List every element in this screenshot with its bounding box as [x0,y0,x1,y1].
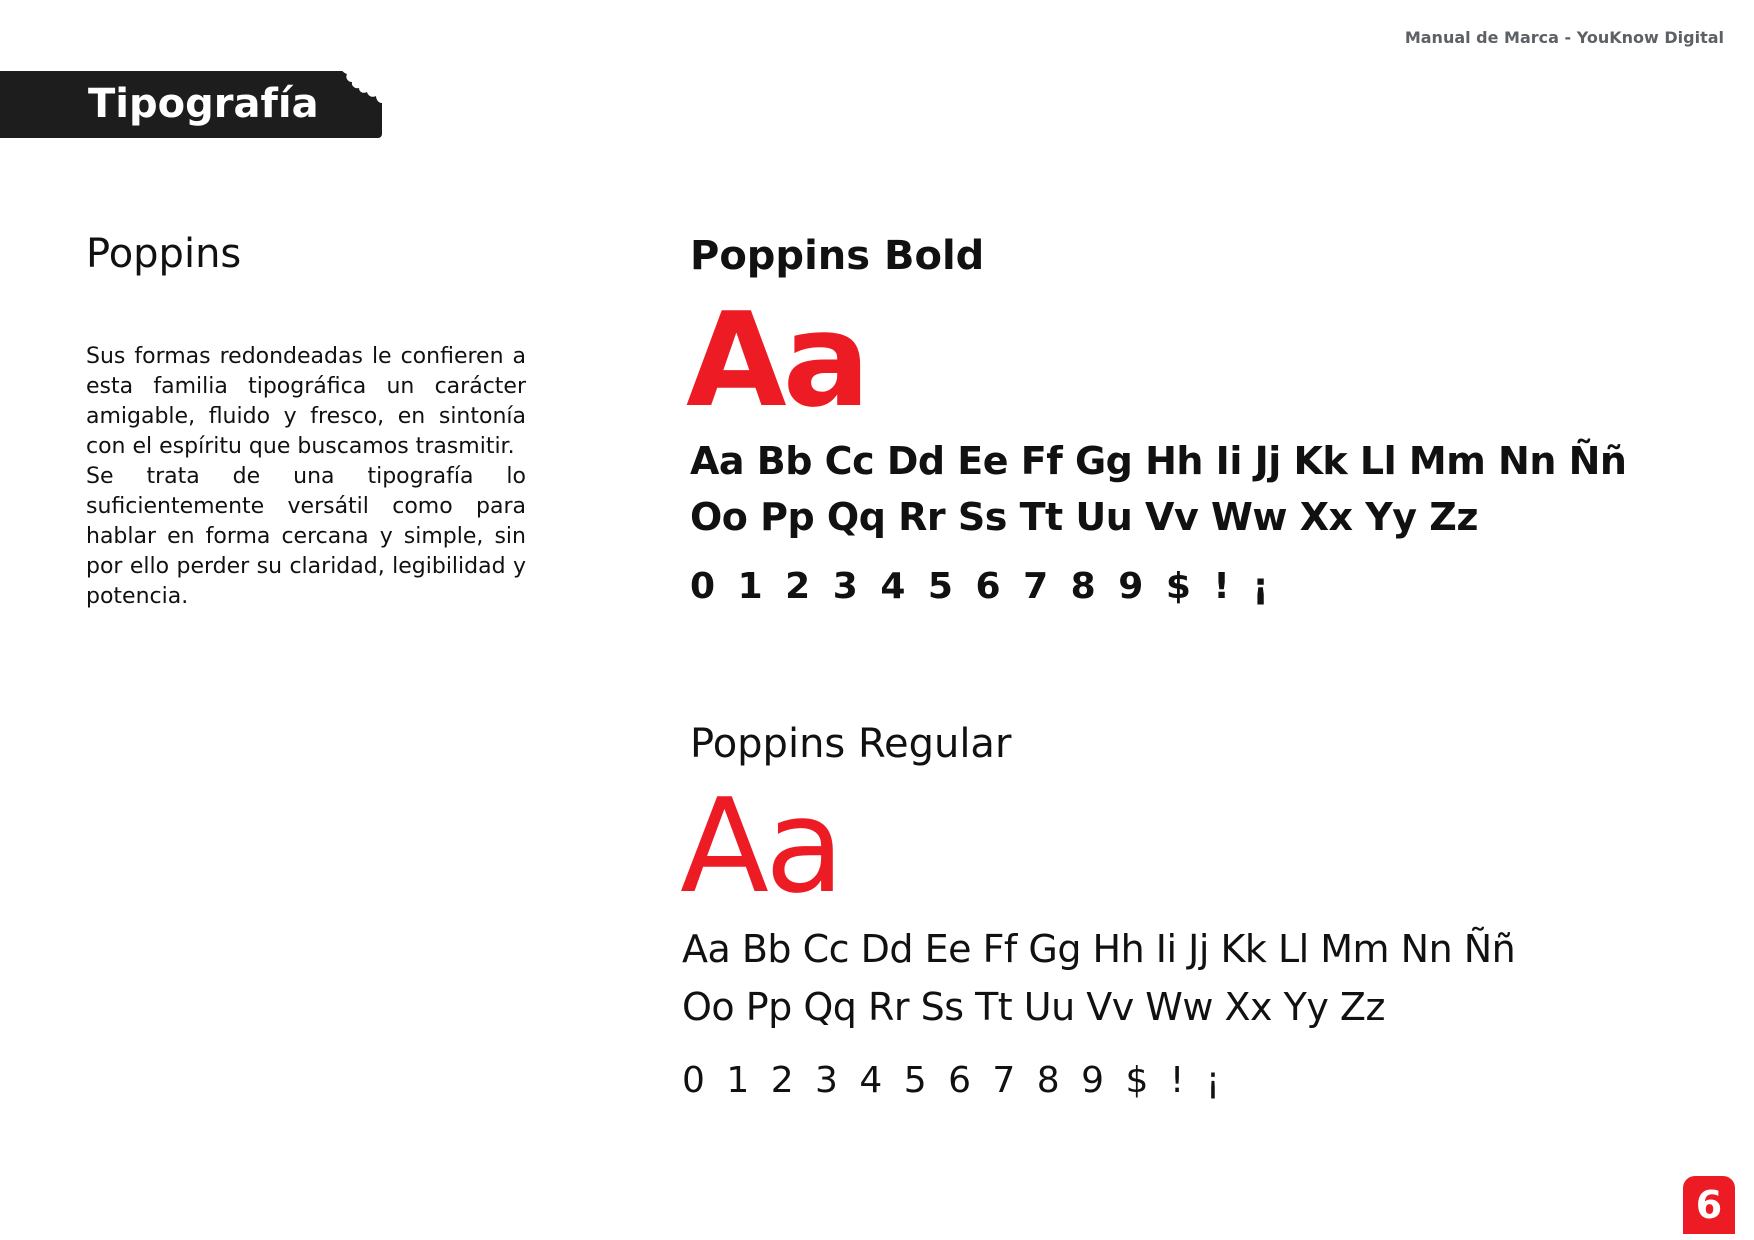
section-title: Tipografía [88,81,319,127]
specimen-bold-sample: Aa [686,284,867,436]
bite-mark-shape [338,69,382,103]
specimen-bold-numbers: 0 1 2 3 4 5 6 7 8 9 $ ! ¡ [690,566,1274,607]
specimen-regular-numbers: 0 1 2 3 4 5 6 7 8 9 $ ! ¡ [682,1060,1226,1101]
specimen-bold-alphabet-line-2: Oo Pp Qq Rr Ss Tt Uu Vv Ww Xx Yy Zz [690,495,1478,539]
specimen-regular-label: Poppins Regular [690,721,1012,767]
typeface-name: Poppins [86,231,242,277]
description-paragraph-2: Se trata de una tipografía lo suficientemente versátil como para hablar en forma cercana y simple, sin por ello perder su claridad, legibilidad y potencia. [86,464,526,609]
description-paragraph-1: Sus formas redondeadas le confieren a esta familia tipográfica un carácter amigable, fluido y fresco, en sintonía con el espíritu que buscamos trasmitir. [86,344,526,459]
specimen-regular [682,716,1515,1106]
specimen-bold-alphabet-line-1: Aa Bb Cc Dd Ee Ff Gg Hh Ii Jj Kk Ll Mm Nn Ññ [690,439,1627,483]
specimen-bold [686,228,1627,612]
specimen-bold-label: Poppins Bold [690,233,985,279]
specimen-regular-alphabet-line-2: Oo Pp Qq Rr Ss Tt Uu Vv Ww Xx Yy Zz [682,985,1385,1029]
typeface-description [86,342,526,612]
specimen-regular-alphabet-line-1: Aa Bb Cc Dd Ee Ff Gg Hh Ii Jj Kk Ll Mm Nn Ññ [682,927,1516,971]
typeface-info [86,226,526,612]
document-header-meta: Manual de Marca - YouKnow Digital [1404,28,1724,47]
specimen-regular-sample: Aa [680,770,841,922]
page-number-badge: 6 [1683,1176,1735,1234]
